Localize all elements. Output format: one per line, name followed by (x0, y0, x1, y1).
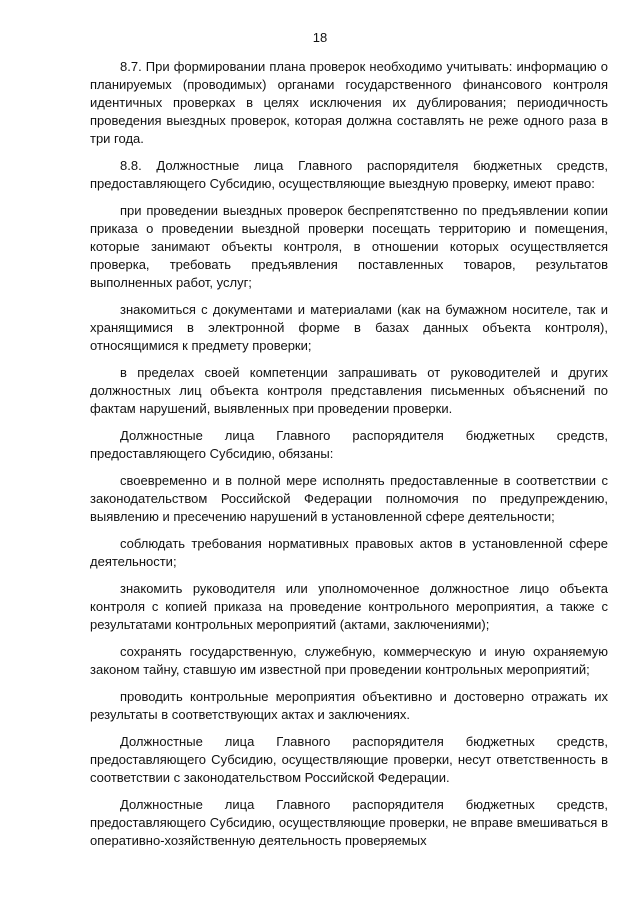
paragraph-responsibility: Должностные лица Главного распорядителя бюджетных средств, предоставляющего Субсидию, осуществляющие проверки, несут ответственность в соответствии с законодательством Российской Федерации. (90, 734, 608, 785)
document-body (90, 58, 608, 859)
paragraph-obligation-acquaint-head: знакомить руководителя или уполномоченное должностное лицо объекта контроля с копией приказа на проведение контрольного мероприятия, а также с результатами контрольных мероприятий (актами, заключениями); (90, 581, 608, 632)
paragraph-non-interference: Должностные лица Главного распорядителя бюджетных средств, предоставляющего Субсидию, осуществляющие проверки, не вправе вмешиваться в оперативно-хозяйственную деятельность проверяемых (90, 797, 608, 848)
page-number: 18 (312, 30, 328, 45)
paragraph-8-7: 8.7. При формировании плана проверок необходимо учитывать: информацию о планируемых (проводимых) органами государственного финансового контроля идентичных проверках в целях исключения их дублирования; периодичность проведения выездных проверок, которая должна составлять не реже одного раза в три года. (90, 59, 608, 146)
paragraph-obligation-exercise-powers: своевременно и в полной мере исполнять предоставленные в соответствии с законодательством Российской Федерации полномочия по предупреждению, выявлению и пресечению нарушений в установленной сфере деятельности; (90, 473, 608, 524)
paragraph-right-visit-premises: при проведении выездных проверок беспрепятственно по предъявлении копии приказа о проведении выездной проверки посещать территорию и помещения, которые занимают объекты контроля, в отношении которых осуществляется проверка, требовать предъявления поставленных товаров, результатов выполненных работ, услуг; (90, 203, 608, 290)
paragraph-right-review-documents: знакомиться с документами и материалами (как на бумажном носителе, так и хранящимися в электронной форме в базах данных объекта контроля), относящимися к предмету проверки; (90, 302, 608, 353)
paragraph-obligations-intro: Должностные лица Главного распорядителя бюджетных средств, предоставляющего Субсидию, обязаны: (90, 428, 608, 461)
paragraph-8-8: 8.8. Должностные лица Главного распорядителя бюджетных средств, предоставляющего Субсидию, осуществляющие выездную проверку, имеют право: (90, 158, 608, 191)
paragraph-obligation-comply-requirements: соблюдать требования нормативных правовых актов в установленной сфере деятельности; (90, 536, 608, 569)
paragraph-right-request-explanations: в пределах своей компетенции запрашивать от руководителей и других должностных лиц объекта контроля представления письменных объяснений по фактам нарушений, выявленных при проведении проверки. (90, 365, 608, 416)
paragraph-obligation-objective-control: проводить контрольные мероприятия объективно и достоверно отражать их результаты в соответствующих актах и заключениях. (90, 689, 608, 722)
paragraph-obligation-keep-secrets: сохранять государственную, служебную, коммерческую и иную охраняемую законом тайну, ставшую им известной при проведении контрольных мероприятий; (90, 644, 608, 677)
